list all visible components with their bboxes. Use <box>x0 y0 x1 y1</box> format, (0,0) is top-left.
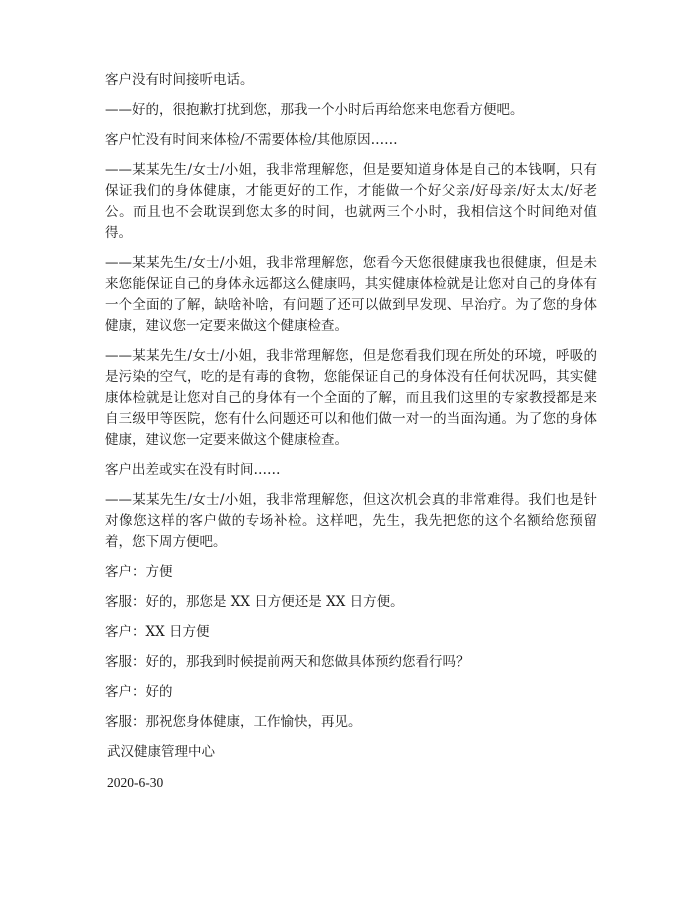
dialogue-customer-day: 客户：XX 日方便 <box>105 624 210 640</box>
paragraph-reply-future-health: ——某某先生/女士/小姐，我非常理解您，您看今天您很健康我也很健康，但是未来您能保证自己的身体永远都这么健康吗，其实健康体检就是让您对自己的身体有一个全面的了解，缺啥补啥，有问题了还可以做到早发现、早治疗。为了您的身体健康，建议您一定要来做这个健康检查。 <box>105 255 597 334</box>
paragraph-no-time-call: 客户没有时间接听电话。 <box>105 72 254 88</box>
dialogue-customer-ok: 客户：好的 <box>105 684 173 700</box>
organization-signature: 武汉健康管理中心 <box>107 744 215 760</box>
paragraph-reply-health-capital: ——某某先生/女士/小姐，我非常理解您，但是要知道身体是自己的本钱啊，只有保证我们的身体健康，才能更好的工作，才能做一个好父亲/好母亲/好太太/好老公。而且也不会耽误到您太多的时间，也就两三个小时，我相信这个时间绝对值得。 <box>105 162 597 241</box>
paragraph-reply-reserve-slot: ——某某先生/女士/小姐，我非常理解您，但这次机会真的非常难得。我们也是针对像您这样的客户做的专场补检。这样吧，先生，我先把您的这个名额给您预留着，您下周方便吧。 <box>105 492 597 550</box>
dialogue-customer-convenient: 客户：方便 <box>105 564 173 580</box>
paragraph-reply-environment: ——某某先生/女士/小姐，我非常理解您，但是您看我们现在所处的环境，呼吸的是污染的空气，吃的是有毒的食物，您能保证自己的身体没有任何状况吗，其实健康体检就是让您对自己的身体有一个全面的了解，而且我们这里的专家教授都是来自三级甲等医院，您有什么问题还可以和他们做一对一的当面沟通。为了您的身体健康，建议您一定要来做这个健康检查。 <box>105 348 597 448</box>
paragraph-no-time-checkup: 客户忙没有时间来体检/不需要体检/其他原因…… <box>105 132 398 148</box>
paragraph-callback-reply: ——好的，很抱歉打扰到您，那我一个小时后再给您来电您看方便吧。 <box>105 102 524 118</box>
document-body <box>105 70 597 793</box>
document-date: 2020-6-30 <box>107 775 164 790</box>
dialogue-service-which-day: 客服：好的，那您是 XX 日方便还是 XX 日方便。 <box>105 594 404 610</box>
dialogue-service-appointment: 客服：好的，那我到时候提前两天和您做具体预约您看行吗？ <box>105 654 470 670</box>
dialogue-service-goodbye: 客服：那祝您身体健康，工作愉快，再见。 <box>105 714 362 730</box>
paragraph-business-trip: 客户出差或实在没有时间…… <box>105 462 281 478</box>
